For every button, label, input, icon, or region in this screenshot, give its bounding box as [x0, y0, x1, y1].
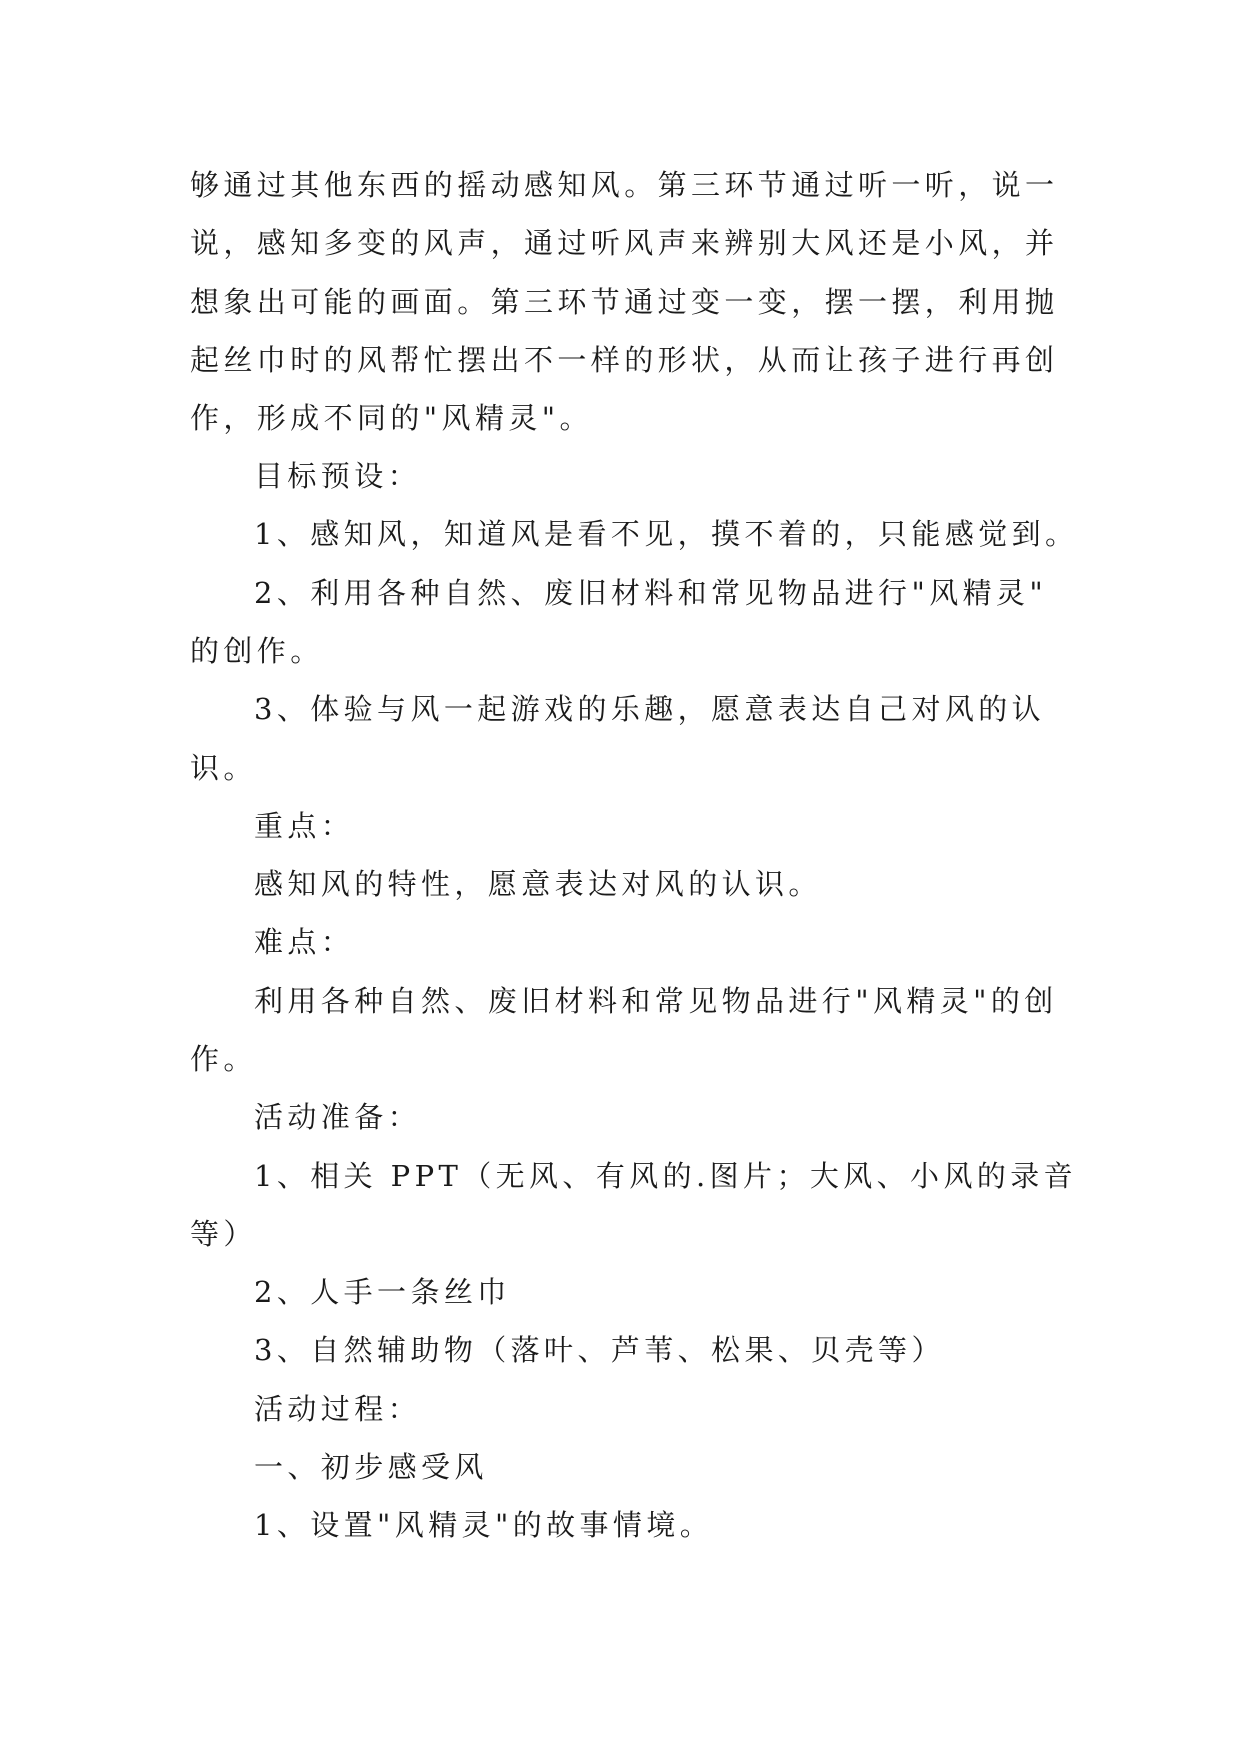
subsection-heading: 一、初步感受风: [254, 1450, 488, 1484]
list-item: 3、体验与风一起游戏的乐趣，愿意表达自己对风的认: [254, 692, 1046, 726]
text-line: 够通过其他东西的摇动感知风。第三环节通过听一听，说一: [190, 168, 1059, 202]
text-line: 感知风的特性，愿意表达对风的认识。: [254, 867, 822, 901]
list-item: 2、利用各种自然、废旧材料和常见物品进行"风精灵": [254, 576, 1048, 610]
section-heading-preparation: 活动准备：: [254, 1100, 422, 1134]
list-item: 1、相关 PPT（无风、有风的.图片；大风、小风的录音: [254, 1159, 1078, 1193]
list-item: 1、感知风，知道风是看不见，摸不着的，只能感觉到。: [254, 517, 1079, 551]
section-heading-key-point: 重点：: [254, 809, 355, 843]
text-line: 作，形成不同的"风精灵"。: [190, 401, 593, 435]
text-line: 的创作。: [190, 634, 324, 668]
text-line: 说，感知多变的风声，通过听风声来辨别大风还是小风，并: [190, 226, 1059, 260]
text-line: 等）: [190, 1217, 257, 1251]
section-heading-goals: 目标预设：: [254, 459, 422, 493]
section-heading-process: 活动过程：: [254, 1392, 422, 1426]
list-item: 2、人手一条丝巾: [254, 1275, 511, 1309]
text-line: 作。: [190, 1042, 257, 1076]
text-line: 想象出可能的画面。第三环节通过变一变，摆一摆，利用抛: [190, 285, 1059, 319]
text-line: 起丝巾时的风帮忙摆出不一样的形状，从而让孩子进行再创: [190, 343, 1059, 377]
text-line: 利用各种自然、废旧材料和常见物品进行"风精灵"的创: [254, 984, 1058, 1018]
section-heading-difficulty: 难点：: [254, 925, 355, 959]
list-item: 3、自然辅助物（落叶、芦苇、松果、贝壳等）: [254, 1333, 945, 1367]
list-item: 1、设置"风精灵"的故事情境。: [254, 1508, 714, 1542]
text-line: 识。: [190, 751, 257, 785]
